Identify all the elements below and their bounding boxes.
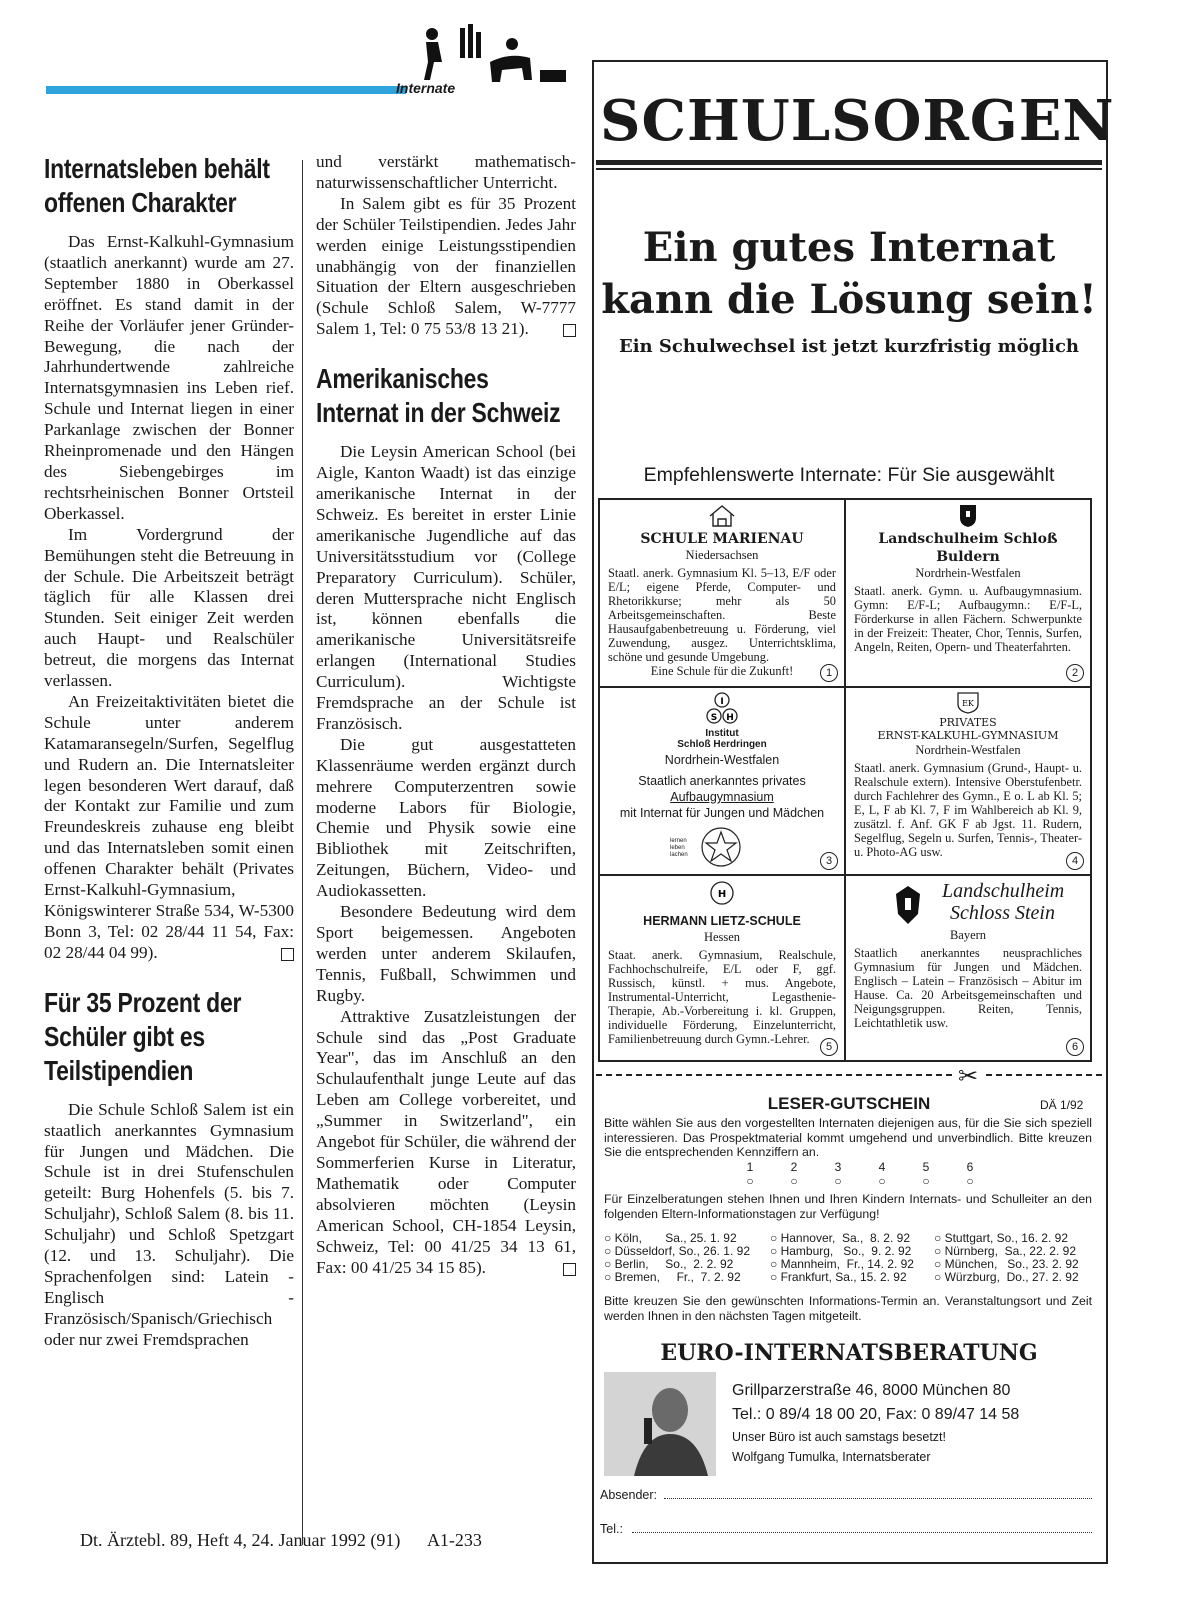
school-name: SCHULE MARIENAU (640, 531, 804, 547)
ad-rule (596, 168, 1102, 170)
end-mark-icon (281, 948, 294, 961)
school-region: Bayern (949, 928, 987, 942)
school-slogan: Eine Schule für die Zukunft! (650, 664, 794, 678)
school-card-stein (845, 875, 1091, 1061)
paragraph: und verstärkt mathematisch-naturwissenschaftlicher Unterricht. (316, 152, 576, 192)
svg-text:H: H (726, 713, 734, 723)
school-number-badge: 6 (1066, 1038, 1084, 1056)
paragraph: Die Schule Schloß Salem ist ein staatlich anerkanntes Gymnasium für Jungen und Mädchen. Die Schule ist in drei Stufenschulen geteilt: Burg Hohenfels (5. bis 7. Schuljahr), Schloß Salem (8. bis 11. Schuljahr) und Schloß Spetzgart (12. und 13. Schuljahr). Die Sprachenfolgen sind: Latein - Englisch - Französisch/Spanisch/Griechisch oder nur zwei Fremdsprachen (44, 1099, 294, 1349)
checkbox-circle-icon[interactable]: ○ (746, 1174, 754, 1188)
school-region: Nordrhein-Westfalen (915, 566, 1021, 580)
coupon-number-option[interactable] (784, 1160, 804, 1188)
paragraph: Besondere Bedeutung wird dem Sport beigemessen. Angeboten werden unter anderem Skilaufen, Tennis, Fußball, Schwimmen und Rugby. (316, 902, 576, 1005)
ad-rule (596, 160, 1102, 165)
school-name: ERNST-KALKUHL-GYMNASIUM (877, 729, 1059, 742)
coupon-info-days-text: Für Einzelberatungen stehen Ihnen und Ihren Kindern Internats- und Schulleiter an den folgenden Eltern-Informationstagen zur Verfügung! (604, 1192, 1092, 1221)
coupon-number-label: 3 (834, 1160, 842, 1174)
school-card-marienau (599, 499, 845, 687)
school-number-badge: 3 (820, 852, 838, 870)
coupon-number-label: 1 (746, 1160, 754, 1174)
coupon-instructions: Bitte wählen Sie aus den vorgestellten Internaten diejenigen aus, für die Sie sich speziell interessieren. Das Prospektmaterial kommt umgehend und unverbindlich. Bitte kreuzen Sie die entsprechenden Kennziffern an. (604, 1116, 1092, 1159)
ad-headline-line-2: kann die Lösung sein! (601, 276, 1097, 323)
school-number-badge: 2 (1066, 664, 1084, 682)
citation: Dt. Ärztebl. 89, Heft 4, 24. Januar 1992 (91) (80, 1530, 401, 1550)
headline-amerikanisches-internat: Amerikanisches Internat in der Schweiz (316, 363, 561, 429)
coupon-number-option[interactable] (916, 1160, 936, 1188)
school-name: Schloß Herdringen (677, 739, 767, 750)
consultant-photo (604, 1372, 716, 1476)
coupon-number-option[interactable] (828, 1160, 848, 1188)
paragraph: Die Leysin American School (bei Aigle, Kanton Waadt) ist das einzige amerikanische Internat in der Schweiz. Es bereitet in erster Linie amerikanische Jugendliche auf das Universitätsstudium vor (College Preparatory Curriculum). Schüler, deren Muttersprache nicht Englisch ist, können ebenfalls die amerikanische Universitätsreife erlangen (International Studies Curriculum). Wichtigste Fremdsprache an der Schule ist Französisch. (316, 442, 576, 733)
page-footer (80, 1530, 580, 1551)
euro-person: Wolfgang Tumulka, Internatsberater (732, 1450, 931, 1464)
school-description: Aufbaugymnasium (670, 790, 774, 804)
paragraph: Die gut ausgestatteten Klassenräume werden ergänzt durch mehrere Computerzentren sowie moderne Labors für Biologie, Chemie und Physik sowie eine Bibliothek mit Zeitschriften, Zeitungen, Büchern, Video- und Audiokassetten. (316, 734, 576, 901)
ad-headline-line-1: Ein gutes Internat (642, 224, 1056, 271)
school-name: PRIVATES (939, 716, 997, 729)
coupon-number-label: 5 (922, 1160, 930, 1174)
school-number-badge: 1 (820, 664, 838, 682)
tel-label: Tel.: (600, 1522, 623, 1536)
school-number-badge: 4 (1066, 852, 1084, 870)
euro-note: Unser Büro ist auch samstags besetzt! (732, 1430, 946, 1444)
article-column-2 (316, 152, 576, 1278)
rubric-bar (46, 86, 406, 94)
end-mark-icon (563, 324, 576, 337)
svg-text:S: S (710, 713, 718, 723)
school-region: Nordrhein-Westfalen (915, 743, 1021, 757)
crest-icon (959, 504, 977, 528)
ish-logo-icon (704, 692, 740, 726)
rubric-label: Internate (396, 80, 456, 96)
school-description: Staatl. anerk. Gymnasium (Grund-, Haupt- u. Realschule extern). Intensive Oberstufenbetr. durch Fachlehrer des Gymn., E o. L ab Kl. 5; E, L, F ab Kl. 7, F im Wahlbereich ab Kl. 9, zusätzl. f. Anf. GK F ab Jgst. 11. Rudern, Segelflug, Segeln u. Surfen, Tennis-, Theater- u. Photo-AG usw. (854, 761, 1082, 859)
school-description: Staatl. anerk. Gymnasium Kl. 5–13, E/F oder E/L; eigene Pferde, Computer- und Rhetorikkurse; mehr als 50 Arbeitsgemeinschaften. Beste Hausaufgabenbetreuung u. Förderung, viel Zuwendung, ausgez. Unterrichtsklima, schöne und gesunde Umgebung. (608, 566, 836, 664)
article-column-1 (44, 152, 294, 1351)
svg-text:EK: EK (962, 699, 974, 708)
school-card-kalkuhl (845, 687, 1091, 875)
paragraph: Das Ernst-Kalkuhl-Gymnasium (staatlich anerkannt) wurde am 27. September 1880 in Oberkassel eröffnet. Es stand damit in der Reihe der Vorläufer jener Gründer-Bewegung, die nach der Jahrhundertwende zahlreiche Internatsgymnasien ins Leben rief. Schule und Internat liegen in einer Parkanlage zwischen der Bonner Rheinpromenade und den Hängen des Siebengebirges im rechtsrheinischen Bonner Ortsteil Oberkassel. (44, 232, 294, 523)
paragraph: In Salem gibt es für 35 Prozent der Schüler Teilstipendien. Jedes Jahr werden einige Leistungsstipendien unabhängig von der finanziellen Situation der Eltern ausgeschrieben (Schule Schloß Salem, W-7777 Salem 1, Tel: 0 75 53/8 13 21). (316, 193, 576, 339)
checkbox-circle-icon[interactable]: ○ (790, 1174, 798, 1188)
sender-field[interactable] (664, 1498, 1092, 1499)
shield-icon (957, 692, 979, 714)
headline-teilstipendien: Für 35 Prozent der Schüler gibt es Teilstipendien (44, 986, 242, 1086)
school-name: Landschulheim Schloß Buldern (878, 531, 1058, 565)
paragraph: Im Vordergrund der Bemühungen steht die Betreuung in der Schule. Die Arbeitszeit beträgt täglich für alle Klassen drei Stunden. Seit einiger Zeit werden auch Haupt- und Realschüler betreut, die morgens das Internat verlassen. (44, 524, 294, 691)
school-description: mit Internat für Jungen und Mädchen (619, 806, 825, 820)
dates-column-1[interactable]: ○ Köln, Sa., 25. 1. 92 ○ Düsseldorf, So., 26. 1. 92 ○ Berlin, So., 2. 2. 92 ○ Bremen, Fr., 7. 2. 92 (604, 1231, 750, 1284)
coupon-number-option[interactable] (960, 1160, 980, 1188)
school-description: Staatlich anerkanntes privates (638, 774, 806, 788)
school-region: Nordrhein-Westfalen (664, 753, 780, 767)
school-number-badge: 5 (820, 1038, 838, 1056)
paragraph: Attraktive Zusatzleistungen der Schule sind das „Post Graduate Year", das im Anschluß an den Schulaufenthalt junge Leute auf das Leben am College vorbereitet, und „Summer in Switzerland", ein Angebot für Schüler, die während der Sommerferien Kurse in Literatur, Mathematik oder Computer absolvieren möchten (Leysin American School, CH-1854 Leysin, Schweiz, Tel: 00 41/25 34 13 61, Fax: 00 41/25 34 15 85). (316, 1006, 576, 1277)
end-mark-icon (563, 1263, 576, 1276)
coupon-number-label: 2 (790, 1160, 798, 1174)
euro-phone: Tel.: 0 89/4 18 00 20, Fax: 0 89/47 14 58 (732, 1406, 1020, 1423)
ad-subheadline: Ein Schulwechsel ist jetzt kurzfristig möglich (618, 336, 1080, 357)
coupon-number-option[interactable] (740, 1160, 760, 1188)
coupon-number-label: 6 (966, 1160, 974, 1174)
house-icon (708, 504, 736, 528)
checkbox-circle-icon[interactable]: ○ (834, 1174, 842, 1188)
school-name: Institut (705, 728, 739, 739)
tel-field[interactable] (632, 1532, 1092, 1533)
sender-label: Absender: (600, 1488, 657, 1502)
headline-internatsleben: Internatsleben behält offenen Charakter (44, 153, 270, 218)
knight-icon (890, 884, 926, 926)
column-divider (302, 160, 303, 1545)
ad-recommendation: Empfehlenswerte Internate: Für Sie ausgewählt (643, 464, 1055, 486)
star-seal-icon (700, 826, 742, 868)
school-region: Hessen (703, 930, 741, 944)
school-card-buldern (845, 499, 1091, 687)
cut-line (596, 1074, 1102, 1076)
checkbox-circle-icon[interactable]: ○ (878, 1174, 886, 1188)
ad-title: SCHULSORGEN (600, 88, 1115, 154)
school-region: Niedersachsen (685, 548, 759, 562)
school-description: Staat. anerk. Gymnasium, Realschule, Fachhochschulreife, E/L oder F, ggf. Russisch, künstl. + mus. Angebote, Instrumental-Unterricht, Legasthenie-Therapie, Ab.-Vorbereitung i. kl. Gruppen, individuelle Förderung, Einzelunterricht, Familienbetreuung durch Gymn.-Lehrer. (608, 948, 836, 1046)
hl-seal-icon (709, 880, 735, 906)
school-description: Staatl. anerk. Gymn. u. Aufbaugymnasium. Gymn: E/F-L; Aufbaugymn.: E/F-L, Förderkurse in allen Fächern. Schwerpunkte in der Freizeit: Theater, Chor, Tennis, Surfen, Angeln, Reiten, Opern- und Theaterfahrten. (854, 584, 1082, 654)
coupon-date-instructions: Bitte kreuzen Sie den gewünschten Informations-Termin an. Veranstaltungsort und Zeit werden Ihnen in den nächsten Tagen mitgeteilt. (604, 1294, 1092, 1323)
svg-text:I: I (720, 697, 724, 707)
page-number: A1-233 (426, 1530, 482, 1550)
euro-title: EURO-INTERNATSBERATUNG (660, 1340, 1038, 1366)
school-name: HERMANN LIETZ-SCHULE (643, 914, 801, 928)
school-description: Staatlich anerkanntes neusprachliches Gymnasium für Jungen und Mädchen. Englisch – Latein – Französisch – Abitur im Hause. Ca. 20 Arbeitsgemeinschaften und Neigungsgruppen. Reiten, Tennis, Leichtathletik usw. (854, 946, 1082, 1030)
school-name: Schloss Stein (950, 902, 1055, 924)
svg-text:H: H (717, 889, 727, 900)
dates-column-2[interactable]: ○ Hannover, Sa., 8. 2. 92 ○ Hamburg, So., 9. 2. 92 ○ Mannheim, Fr., 14. 2. 92 ○ Frankfurt, Sa., 15. 2. 92 (770, 1231, 914, 1284)
euro-address: Grillparzerstraße 46, 8000 München 80 (732, 1382, 1011, 1399)
school-motto: lernen leben lachen (670, 838, 688, 858)
paragraph: An Freizeitaktivitäten bietet die Schule unter anderem Katamaransegeln/Surfen, Segelflug und Rudern an. Die Internatsleiter legen besonderen Wert darauf, daß der Kontakt zur Familie und zum Freundeskreis zuhause eng bleibt und das Internatsleben somit einen offenen Charakter behält (Privates Ernst-Kalkuhl-Gymnasium, Königswinterer Straße 534, W-5300 Bonn 3, Tel: 02 28/44 11 54, Fax: 02 28/44 04 99). (44, 691, 294, 962)
school-name: Landschulheim (942, 880, 1065, 902)
coupon-code: DÄ 1/92 (1040, 1098, 1084, 1112)
school-card-lietz (599, 875, 845, 1061)
dates-column-3[interactable]: ○ Stuttgart, So., 16. 2. 92 ○ Nürnberg, Sa., 22. 2. 92 ○ München, So., 23. 2. 92 ○ Würzburg, Do., 27. 2. 92 (934, 1231, 1079, 1284)
scissors-icon: ✂ (954, 1062, 982, 1090)
school-card-herdringen (599, 687, 845, 875)
school-grid (598, 498, 1092, 1062)
coupon-number-option[interactable] (872, 1160, 892, 1188)
ad-headline (596, 222, 1102, 326)
checkbox-circle-icon[interactable]: ○ (966, 1174, 974, 1188)
coupon-title: LESER-GUTSCHEIN (767, 1094, 931, 1113)
checkbox-circle-icon[interactable]: ○ (922, 1174, 930, 1188)
coupon-number-label: 4 (878, 1160, 886, 1174)
